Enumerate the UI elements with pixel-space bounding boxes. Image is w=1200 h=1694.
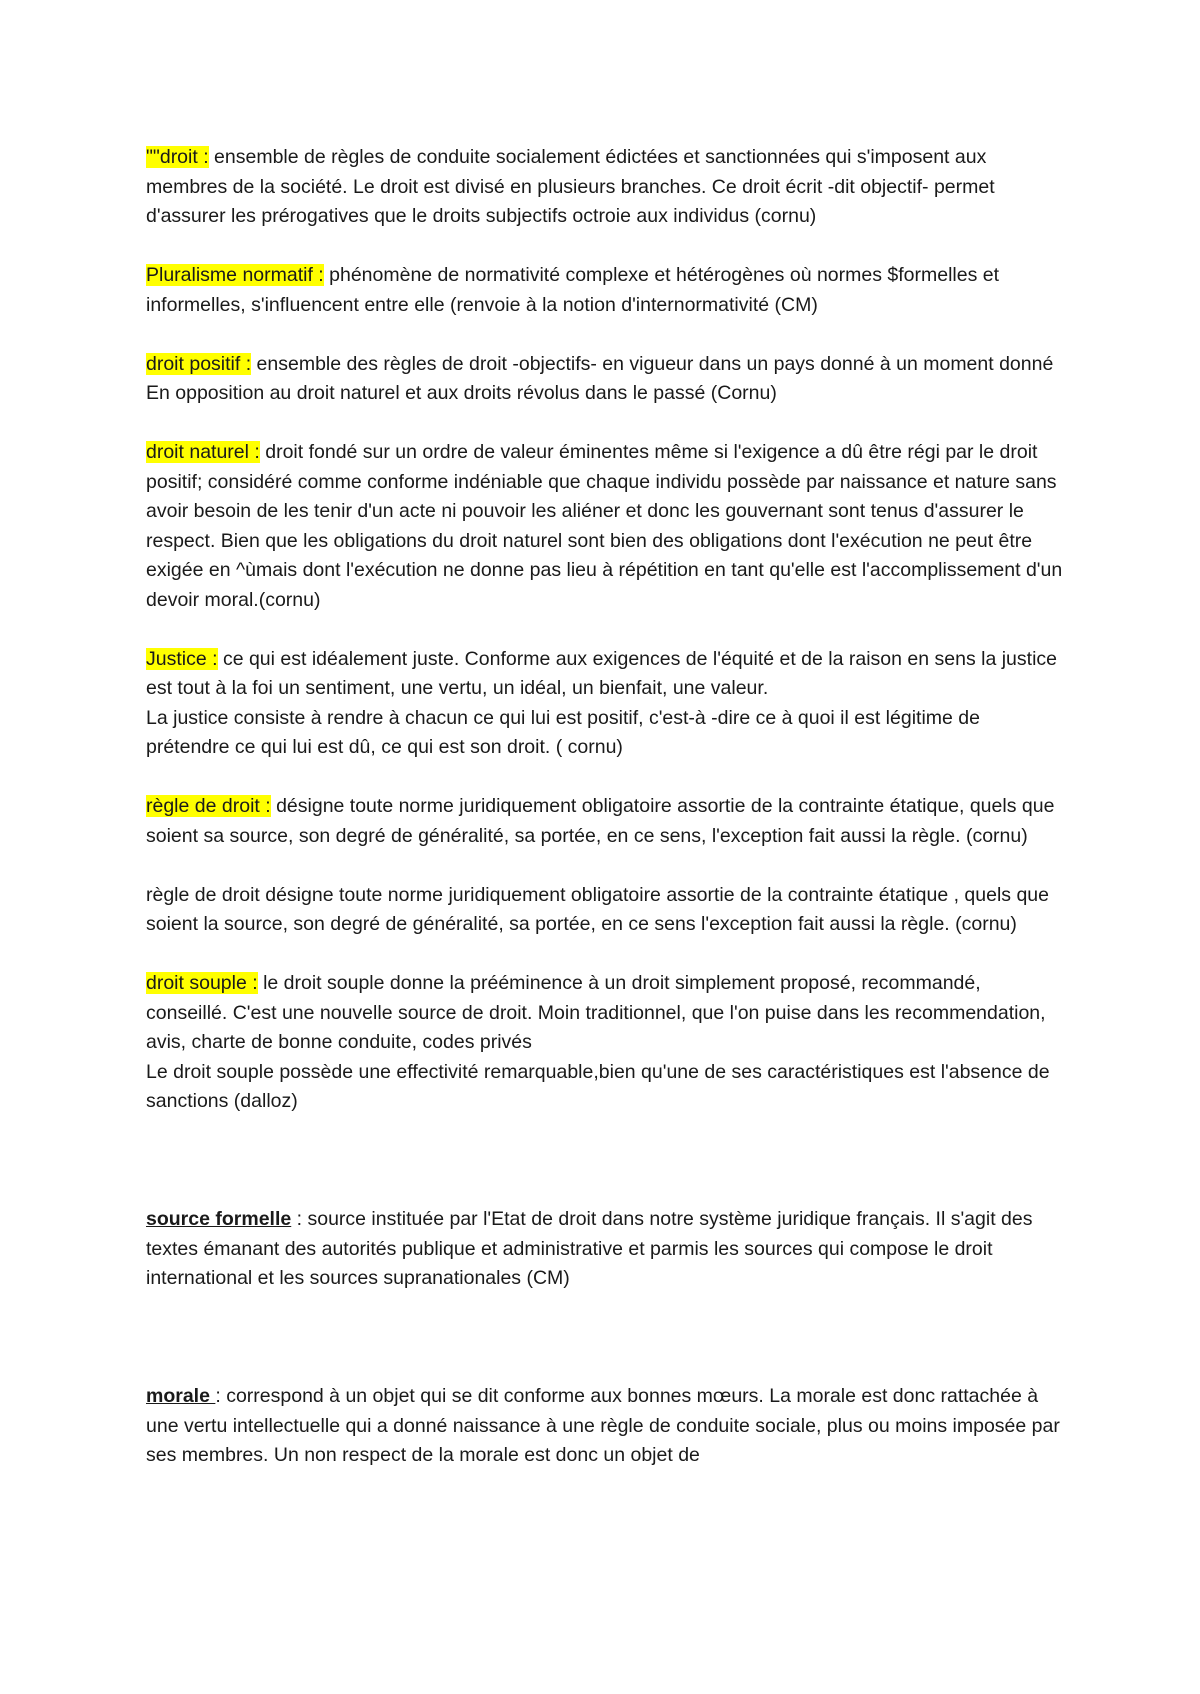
definition-text: phénomène de normativité complexe et hétérogènes où normes $formelles et informelles, s'influencent entre elle (renvoie à la notion d'internormativité (CM) <box>146 264 1000 316</box>
definition-text: le droit souple donne la prééminence à un droit simplement proposé, recommandé, conseillé. C'est une nouvelle source de droit. Moin traditionnel, que l'on puise dans les recommendation, avis, charte de bonne conduite, codes privés <box>146 972 1046 1053</box>
definition-text: : source instituée par l'Etat de droit dans notre système juridique français. Il s'agit des textes émanant des autorités publique et administrative et parmis les sources qui compose le droit international et les sources supranationales (CM) <box>146 1208 1033 1289</box>
definition-morale <box>146 1382 1066 1471</box>
definition-regle-de-droit <box>146 792 1066 851</box>
spacer <box>146 1323 1066 1382</box>
term-underlined: source formelle <box>146 1208 292 1230</box>
term-highlight: Justice : <box>146 647 218 670</box>
term-highlight: Pluralisme normatif : <box>146 264 324 286</box>
spacer <box>146 1146 1066 1205</box>
term-highlight: droit positif : <box>146 352 252 375</box>
document-page <box>146 143 1066 1500</box>
definition-text-continued: La justice consiste à rendre à chacun ce qui lui est positif, c'est-à -dire ce à quoi il est légitime de prétendre ce qui lui est dû, ce qui est son droit. ( cornu) <box>146 706 980 758</box>
term-highlight: ""droit : <box>146 146 209 168</box>
definition-droit-souple <box>146 969 1066 1117</box>
definition-text: ensemble de règles de conduite socialement édictées et sanctionnées qui s'imposent aux membres de la société. Le droit est divisé en plusieurs branches. Ce droit écrit -dit objectif- permet d'assurer les prérogatives que le droits subjectifs octroie aux individus (cornu) <box>146 146 995 227</box>
definition-text: ensemble des règles de droit -objectifs- en vigueur dans un pays donné à un moment donné En opposition au droit naturel et aux droits révolus dans le passé (Cornu) <box>146 352 1054 404</box>
definition-text-continued: Le droit souple possède une effectivité remarquable,bien qu'une de ses caractéristiques est l'absence de sanctions (dalloz) <box>146 1060 1050 1112</box>
definition-text: droit fondé sur un ordre de valeur éminentes même si l'exigence a dû être régi par le droit positif; considéré comme conforme indéniable que chaque individu possède par naissance et nature sans avoir besoin de les tenir d'un acte ni pouvoir les aliéner et donc les gouvernant sont tenus d'assurer le respect. Bien que les obligations du droit naturel sont bien des obligations dont l'exécution ne peut être exigée en ^ùmais dont l'exécution ne donne pas lieu à répétition en tant qu'elle est l'accomplissement d'un devoir moral.(cornu) <box>146 441 1063 611</box>
definition-text: : correspond à un objet qui se dit conforme aux bonnes mœurs. La morale est donc rattachée à une vertu intellectuelle qui a donné naissance à une règle de conduite sociale, plus ou moins imposée par ses membres. Un non respect de la morale est donc un objet de <box>146 1385 1060 1466</box>
term-highlight: règle de droit : <box>146 795 271 817</box>
definition-droit-naturel <box>146 438 1066 615</box>
term-highlight: droit souple : <box>146 972 258 994</box>
definition-droit <box>146 143 1066 232</box>
term-underlined: morale <box>146 1385 216 1407</box>
term-highlight: droit naturel : <box>146 441 260 463</box>
definition-text: règle de droit désigne toute norme juridiquement obligatoire assortie de la contrainte étatique , quels que soient la source, son degré de généralité, sa portée, en ce sens l'exception fait aussi la règle. (cornu) <box>146 883 1049 935</box>
definition-text: ce qui est idéalement juste. Conforme aux exigences de l'équité et de la raison en sens la justice est tout à la foi un sentiment, une vertu, un idéal, un bienfait, une valeur. <box>146 647 1057 699</box>
definition-regle-de-droit-plain <box>146 881 1066 940</box>
definition-justice <box>146 645 1066 763</box>
definition-text: désigne toute norme juridiquement obligatoire assortie de la contrainte étatique, quels que soient sa source, son degré de généralité, sa portée, en ce sens, l'exception fait aussi la règle. (cornu) <box>146 795 1055 847</box>
definition-source-formelle <box>146 1205 1066 1294</box>
definition-droit-positif <box>146 350 1066 409</box>
definition-pluralisme-normatif <box>146 261 1066 320</box>
